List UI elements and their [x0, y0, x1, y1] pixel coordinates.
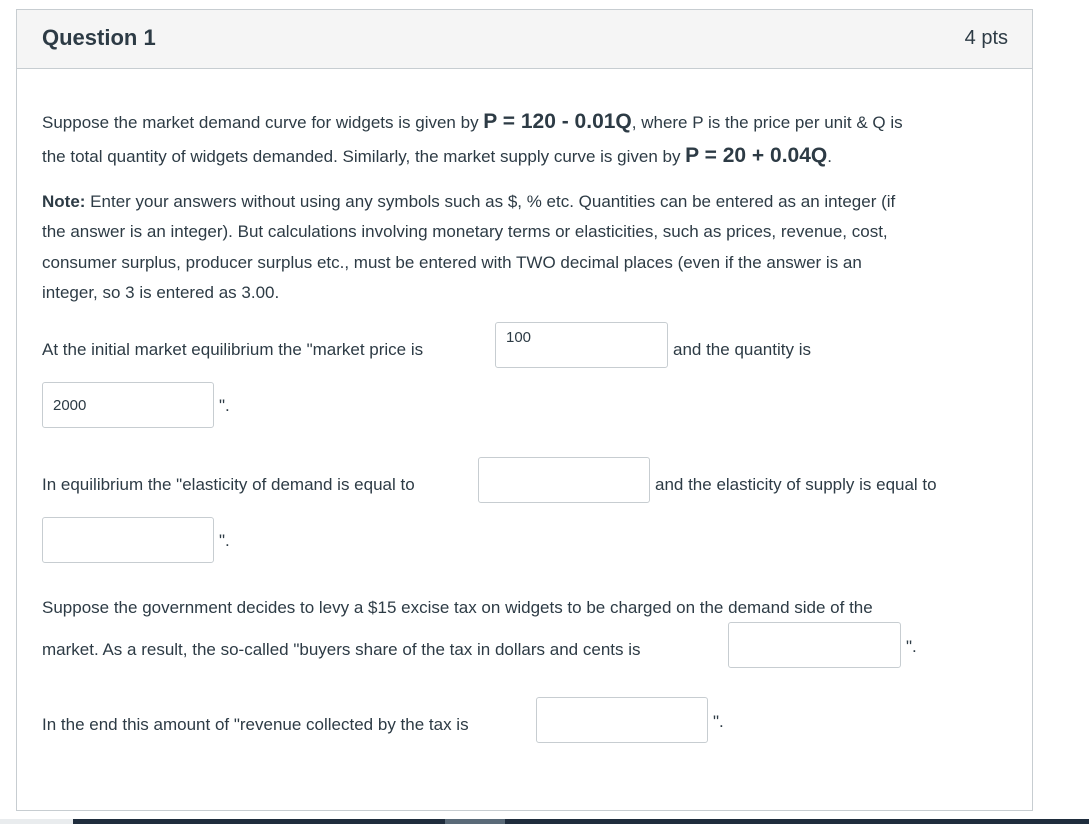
tax-line-2: market. As a result, the so-called "buyers share of the tax in dollars and cents is [42, 640, 641, 659]
elasticity-end-quote: ". [219, 531, 230, 550]
elasticity-supply-label: and the elasticity of supply is equal to [655, 475, 937, 494]
elasticity-demand-input[interactable] [478, 457, 650, 503]
quantity-input[interactable] [42, 382, 214, 428]
elasticity-demand-label: In equilibrium the "elasticity of demand is equal to [42, 475, 415, 494]
question-points: 4 pts [964, 27, 1008, 49]
note-line-2: the answer is an integer). But calculations involving monetary terms or elasticities, such as prices, revenue, cost, [42, 222, 888, 241]
note-label: Note: [42, 192, 86, 211]
note-line-1: Note: Enter your answers without using any symbols such as $, % etc. Quantities can be entered as an integer (if [42, 192, 896, 211]
elasticity-supply-input[interactable] [42, 517, 214, 563]
question-title: Question 1 [42, 25, 156, 50]
tax-line-1: Suppose the government decides to levy a $15 excise tax on widgets to be charged on the demand side of the [42, 598, 873, 617]
quantity-end-quote: ". [219, 396, 230, 415]
intro-line-1: Suppose the market demand curve for widgets is given by P = 120 - 0.01Q, where P is the price per unit & Q is [42, 110, 903, 133]
bottom-bar-segment [445, 819, 505, 824]
tax-revenue-input[interactable] [536, 697, 708, 743]
demand-formula: P = 120 - 0.01Q [483, 110, 632, 133]
bottom-bar-left [0, 819, 73, 824]
bottom-bar [73, 819, 1089, 824]
revenue-label: In the end this amount of "revenue collected by the tax is [42, 715, 469, 734]
revenue-end-quote: ". [713, 712, 724, 731]
note-line-4: integer, so 3 is entered as 3.00. [42, 283, 280, 302]
note-line-3: consumer surplus, producer surplus etc., must be entered with TWO decimal places (even if the answer is an [42, 253, 862, 272]
tax-end-quote: ". [906, 637, 917, 656]
buyers-share-input[interactable] [728, 622, 901, 668]
equilibrium-quantity-label: and the quantity is [673, 340, 811, 359]
supply-formula: P = 20 + 0.04Q [685, 144, 828, 167]
question-header [17, 10, 1032, 69]
equilibrium-price-label: At the initial market equilibrium the "market price is [42, 340, 424, 359]
intro-line-2: the total quantity of widgets demanded. Similarly, the market supply curve is given by P = 20 + 0.04Q. [42, 144, 832, 167]
market-price-input[interactable] [495, 322, 668, 368]
